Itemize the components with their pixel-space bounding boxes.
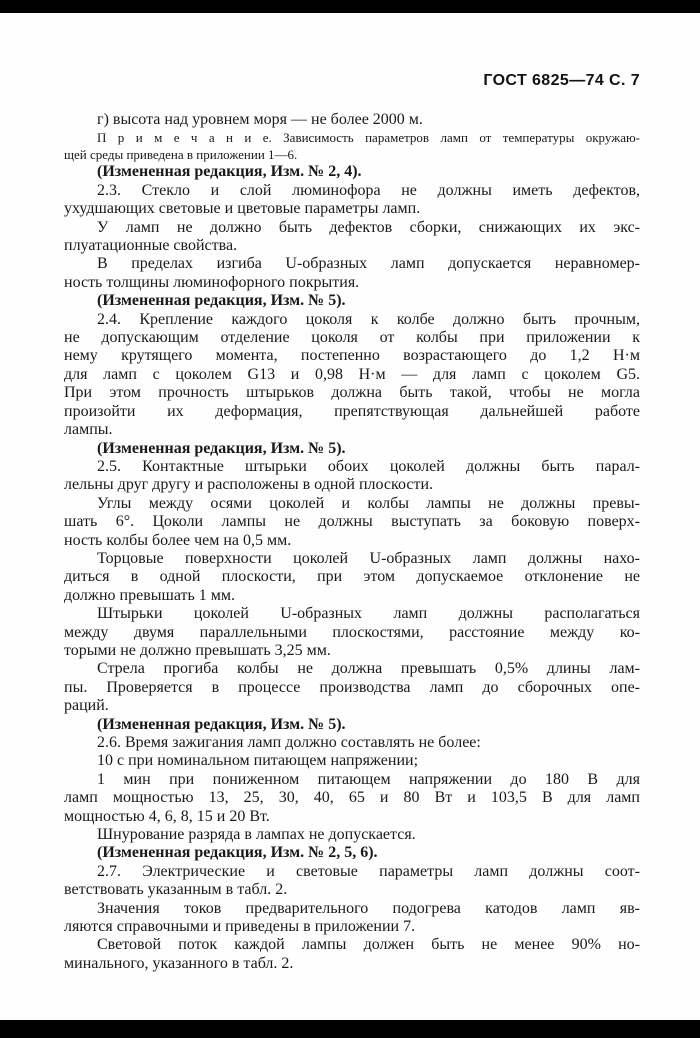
text-line: ламп мощностью 13, 25, 30, 40, 65 и 80 Вт и 103,5 В для ламп: [64, 789, 640, 807]
paragraph: [64, 129, 640, 163]
text-line: торыми не должно превышать 3,25 мм.: [64, 641, 331, 659]
text-line: шать 6°. Цоколи лампы не должны выступать за боковую поверх-: [64, 513, 640, 531]
text-line: плуатационные свойства.: [64, 237, 238, 255]
text-line: лельны друг другу и расположены в одной плоскости.: [64, 476, 434, 494]
text-line: У ламп не должно быть дефектов сборки, снижающих их экс-: [97, 218, 640, 236]
paragraph: [64, 163, 640, 181]
scan-artifact-bottom-bar: [0, 1020, 700, 1038]
paragraph: [64, 182, 640, 219]
paragraph: [64, 458, 640, 495]
text-line: раций.: [64, 697, 109, 715]
text-line: (Измененная редакция, Изм. № 5).: [97, 715, 346, 733]
paragraph: [64, 219, 640, 256]
text-line: (Измененная редакция, Изм. № 5).: [97, 292, 346, 310]
text-line: Торцовые поверхности цоколей U-образных ламп должны нахо-: [97, 549, 640, 567]
paragraph: [64, 550, 640, 605]
text-line: Шнурование разряда в лампах не допускается.: [97, 826, 416, 844]
text-line: 2.5. Контактные штырьки обоих цоколей должны быть парал-: [97, 457, 640, 475]
paragraph: [64, 111, 640, 129]
text-line: П р и м е ч а н и е. Зависимость параметров ламп от температуры окружаю-: [97, 130, 640, 146]
paragraph: [64, 900, 640, 937]
text-line: (Измененная редакция, Изм. № 2, 5, 6).: [97, 844, 378, 862]
text-line: нему крутящего момента, постепенно возрастающего до 1,2 Н·м: [64, 347, 640, 365]
text-line: пы. Проверяется в процессе производства ламп до сборочных опе-: [64, 678, 640, 696]
text-line: (Измененная редакция, Изм. № 5).: [97, 439, 346, 457]
text-line: 2.7. Электрические и световые параметры ламп должны соот-: [97, 862, 640, 880]
text-line: минального, указанного в табл. 2.: [64, 954, 294, 972]
scan-artifact-top-bar: [0, 0, 700, 13]
paragraph: [64, 752, 640, 770]
text-line: не допускающим отделение цоколя от колбы при приложении к: [64, 329, 640, 347]
doc-number-header: ГОСТ 6825—74 С. 7: [483, 72, 640, 89]
paragraph: [64, 495, 640, 550]
paragraph: [64, 734, 640, 752]
page-content: [64, 72, 640, 973]
text-line: 2.3. Стекло и слой люминофора не должны иметь дефектов,: [97, 181, 640, 199]
text-line: диться в одной плоскости, при этом допускаемое отклонение не: [64, 568, 640, 586]
text-line: В пределах изгиба U-образных ламп допускается неравномер-: [97, 255, 640, 273]
text-line: между двумя параллельными плоскостями, расстояние между ко-: [64, 623, 640, 641]
text-line: ность толщины люминофорного покрытия.: [64, 273, 360, 291]
paragraph: [64, 292, 640, 310]
paragraph: [64, 771, 640, 826]
text-line: щей среды приведена в приложении 1—6.: [64, 147, 298, 163]
text-line: мощностью 4, 6, 8, 15 и 20 Вт.: [64, 807, 270, 825]
paragraph: [64, 440, 640, 458]
text-line: ность колбы более чем на 0,5 мм.: [64, 531, 292, 549]
text-line: Стрела прогиба колбы не должна превышать 0,5% длины лам-: [97, 660, 640, 678]
paragraph: [64, 660, 640, 715]
text-line: Значения токов предварительного подогрева катодов ламп яв-: [97, 899, 640, 917]
paragraph: [64, 936, 640, 973]
paragraph: [64, 605, 640, 660]
text-line: Углы между осями цоколей и колбы лампы не должны превы-: [97, 494, 640, 512]
text-line: ухудшающих световые и цветовые параметры ламп.: [64, 200, 421, 218]
text-line: должно превышать 1 мм.: [64, 586, 236, 604]
text-line: (Измененная редакция, Изм. № 2, 4).: [97, 163, 362, 181]
text-line: 2.4. Крепление каждого цоколя к колбе должно быть прочным,: [97, 310, 640, 328]
text-body: [64, 111, 640, 973]
paragraph: [64, 826, 640, 844]
paragraph: [64, 311, 640, 440]
text-line: 2.6. Время зажигания ламп должно составлять не более:: [97, 734, 481, 751]
paragraph: [64, 863, 640, 900]
paragraph: [64, 255, 640, 292]
text-line: При этом прочность штырьков должна быть такой, чтобы не могла: [64, 384, 640, 402]
text-line: ветствовать указанным в табл. 2.: [64, 881, 288, 899]
text-line: для ламп с цоколем G13 и 0,98 Н·м — для ламп с цоколем G5.: [64, 365, 640, 383]
text-line: ляются справочными и приведены в приложении 7.: [64, 918, 416, 936]
paragraph: [64, 716, 640, 734]
text-line: г) высота над уровнем моря — не более 2000 м.: [97, 111, 423, 128]
text-line: Световой поток каждой лампы должен быть не менее 90% но-: [97, 936, 640, 954]
text-line: 10 с при номинальном питающем напряжении;: [97, 752, 419, 770]
text-line: Штырьки цоколей U-образных ламп должны располагаться: [97, 605, 640, 623]
text-line: 1 мин при пониженном питающем напряжении до 180 В для: [97, 770, 640, 788]
paragraph: [64, 844, 640, 862]
text-line: лампы.: [64, 421, 113, 439]
text-line: произойти их деформация, препятствующая дальнейшей работе: [64, 402, 640, 420]
